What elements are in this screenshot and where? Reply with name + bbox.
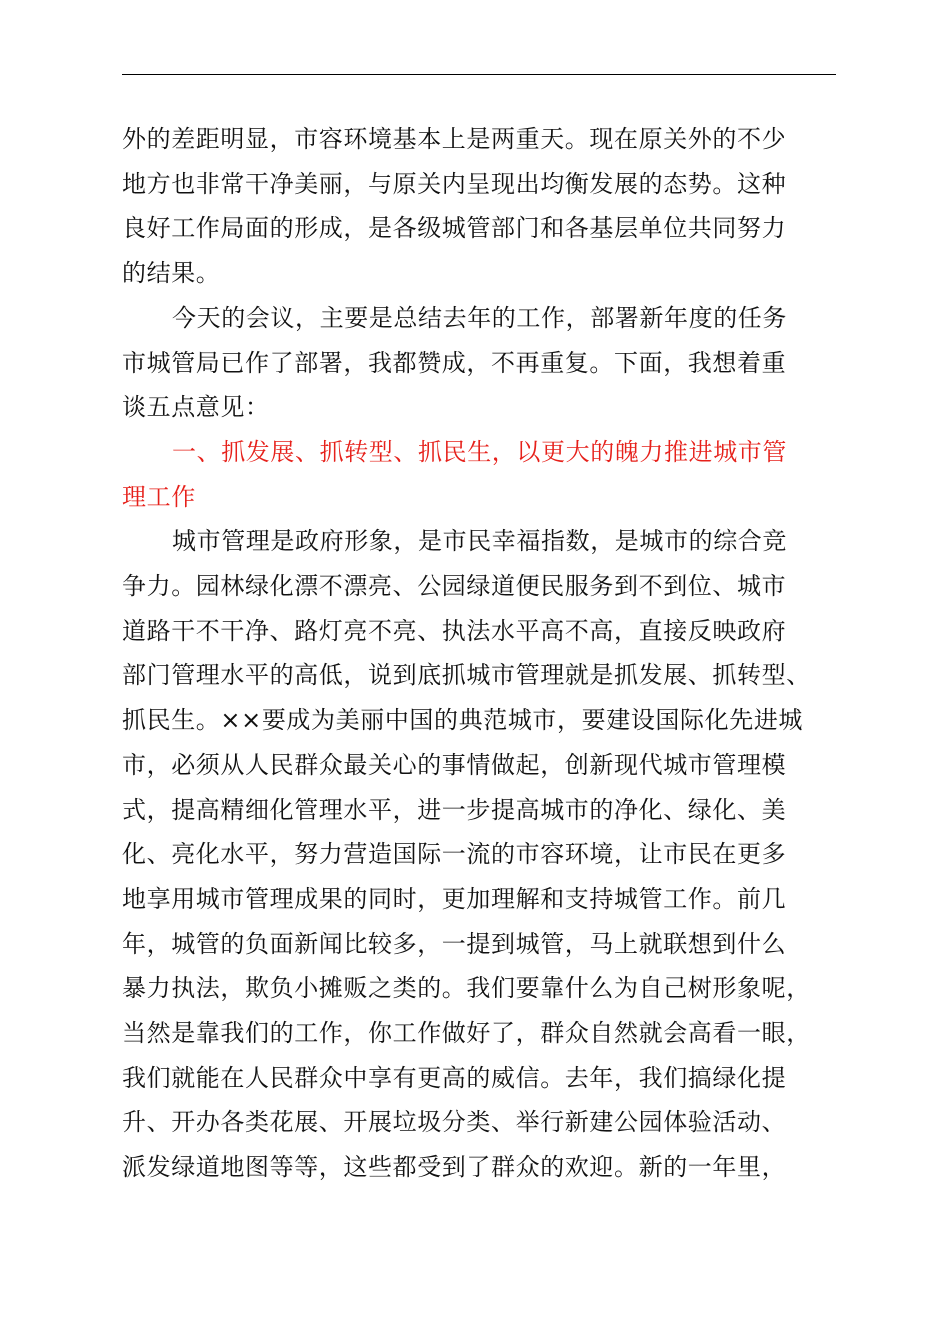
paragraph [122,296,852,430]
text-line: 道路干不干净、路灯亮不亮、执法水平高不高，直接反映政府 [122,616,787,645]
text-line: 外的差距明显，市容环境基本上是两重天。现在原关外的不少 [122,125,787,153]
paragraph [122,117,852,296]
paragraph [122,519,852,1190]
text-line: 化、亮化水平，努力营造国际一流的市容环境，让市民在更多 [122,840,787,869]
text-line: 谈五点意见： [122,393,270,422]
text-line: 式，提高精细化管理水平，进一步提高城市的净化、绿化、美 [122,795,787,824]
text-line: 年，城管的负面新闻比较多，一提到城管，马上就联想到什么 [122,929,787,958]
text-line: 今天的会议，主要是总结去年的工作，部署新年度的任务 [172,303,787,332]
text-line: 良好工作局面的形成，是各级城管部门和各基层单位共同努力 [122,214,787,243]
text-line: 派发绿道地图等等，这些都受到了群众的欢迎。新的一年里， [122,1153,787,1182]
text-line: 我们就能在人民群众中享有更高的威信。去年，我们搞绿化提 [122,1063,787,1092]
text-line: 市，必须从人民群众最关心的事情做起，创新现代城市管理模 [122,750,787,779]
document-body [122,117,852,1190]
header-rule [122,74,836,75]
text-line: 地享用城市管理成果的同时，更加理解和支持城管工作。前几 [122,884,787,913]
text-line: 暴力执法，欺负小摊贩之类的。我们要靠什么为自己树形象呢， [122,974,811,1003]
text-line: 争力。园林绿化漂不漂亮、公园绿道便民服务到不到位、城市 [122,572,787,601]
heading-line: 一、抓发展、抓转型、抓民生，以更大的魄力推进城市管 [172,437,787,466]
text-line: 的结果。 [122,259,221,288]
text-line: 地方也非常干净美丽，与原关内呈现出均衡发展的态势。这种 [122,169,787,198]
heading-line: 理工作 [122,482,196,511]
text-line: 升、开办各类花展、开展垃圾分类、举行新建公园体验活动、 [122,1108,787,1137]
section-heading [122,430,852,519]
text-line: 市城管局已作了部署，我都赞成，不再重复。下面，我想着重 [122,348,787,377]
text-line: 部门管理水平的高低，说到底抓城市管理就是抓发展、抓转型、 [122,661,811,690]
text-line: 抓民生。××要成为美丽中国的典范城市，要建设国际化先进城 [122,706,804,735]
text-line: 城市管理是政府形象，是市民幸福指数，是城市的综合竞 [172,527,787,556]
text-line: 当然是靠我们的工作，你工作做好了，群众自然就会高看一眼， [122,1019,811,1048]
